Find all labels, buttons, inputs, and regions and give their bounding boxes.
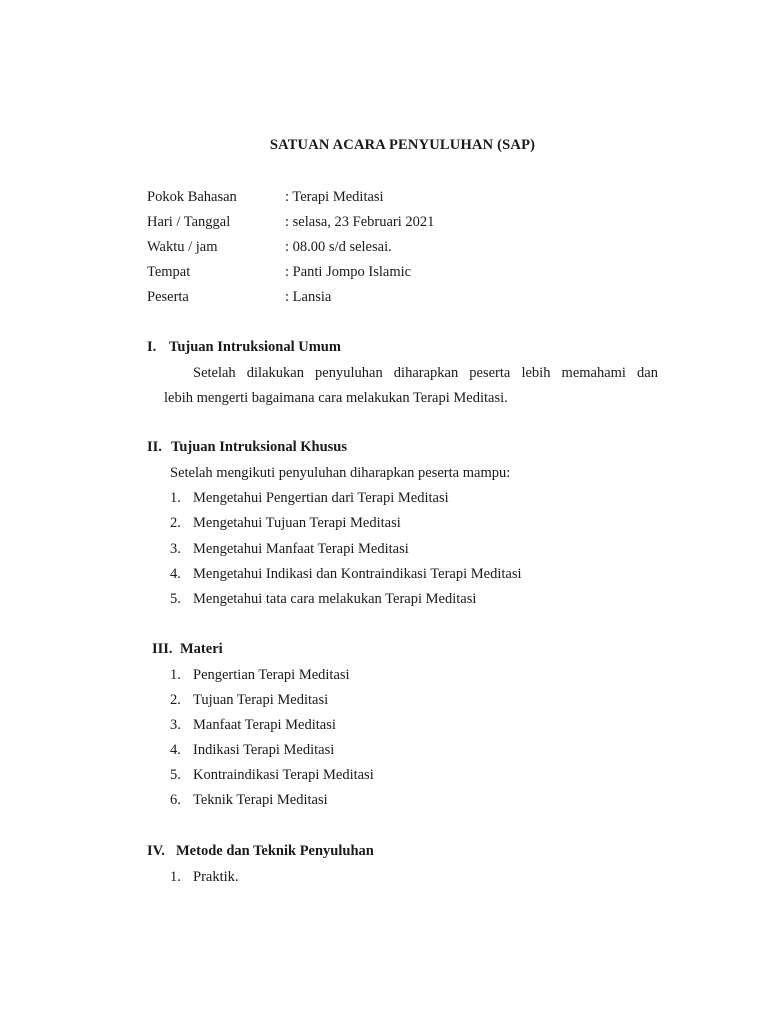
list-number: 1. [170,869,181,885]
info-label: Peserta [147,289,189,305]
list-number: 3. [170,541,181,557]
paragraph-line: lebih mengerti bagaimana cara melakukan Terapi Meditasi. [164,390,508,406]
list-number: 5. [170,591,181,607]
section-paragraph [164,361,658,411]
list-text: Pengertian Terapi Meditasi [193,667,350,683]
section-heading-materi [152,639,223,659]
info-label: Tempat [147,264,191,280]
section-title: Metode dan Teknik Penyuluhan [176,843,374,859]
info-label: Pokok Bahasan [147,189,237,205]
list-text: Manfaat Terapi Meditasi [193,717,336,733]
list-text: Mengetahui Tujuan Terapi Meditasi [193,515,401,531]
section-number: IV. [147,843,165,859]
list-number: 2. [170,692,181,708]
list-text: Tujuan Terapi Meditasi [193,692,329,708]
section-heading-tujuan-umum [147,337,341,357]
info-value: : 08.00 s/d selesai. [285,239,392,255]
section-title: Tujuan Intruksional Khusus [171,439,347,455]
list-text: Mengetahui tata cara melakukan Terapi Meditasi [193,591,477,607]
list-number: 2. [170,515,181,531]
section-heading-metode [147,841,374,861]
section-intro: Setelah mengikuti penyuluhan diharapkan peserta mampu: [170,465,511,481]
section-number: III. [152,641,173,657]
document-title: SATUAN ACARA PENYULUHAN (SAP) [269,137,536,153]
paragraph-line: Setelah dilakukan penyuluhan diharapkan peserta lebih memahami dan [193,365,658,381]
list-number: 5. [170,767,181,783]
list-text: Praktik. [193,869,239,885]
info-label: Waktu / jam [147,239,218,255]
info-value: : selasa, 23 Februari 2021 [285,214,435,230]
list-number: 3. [170,717,181,733]
list-text: Indikasi Terapi Meditasi [193,742,335,758]
section-title: Materi [180,641,223,657]
section-number: II. [147,439,162,455]
info-value: : Panti Jompo Islamic [285,264,412,280]
list-number: 1. [170,490,181,506]
list-number: 1. [170,667,181,683]
list-text: Mengetahui Pengertian dari Terapi Meditasi [193,490,449,506]
info-label: Hari / Tanggal [147,214,231,230]
list-text: Teknik Terapi Meditasi [193,792,328,808]
section-heading-tujuan-khusus [147,437,347,457]
list-number: 4. [170,742,181,758]
section-title: Tujuan Intruksional Umum [169,339,341,355]
list-text: Mengetahui Manfaat Terapi Meditasi [193,541,409,557]
list-text: Kontraindikasi Terapi Meditasi [193,767,374,783]
section-number: I. [147,339,157,355]
list-number: 4. [170,566,181,582]
info-value: : Lansia [285,289,332,305]
list-text: Mengetahui Indikasi dan Kontraindikasi Terapi Meditasi [193,566,522,582]
info-value: : Terapi Meditasi [285,189,384,205]
list-number: 6. [170,792,181,808]
